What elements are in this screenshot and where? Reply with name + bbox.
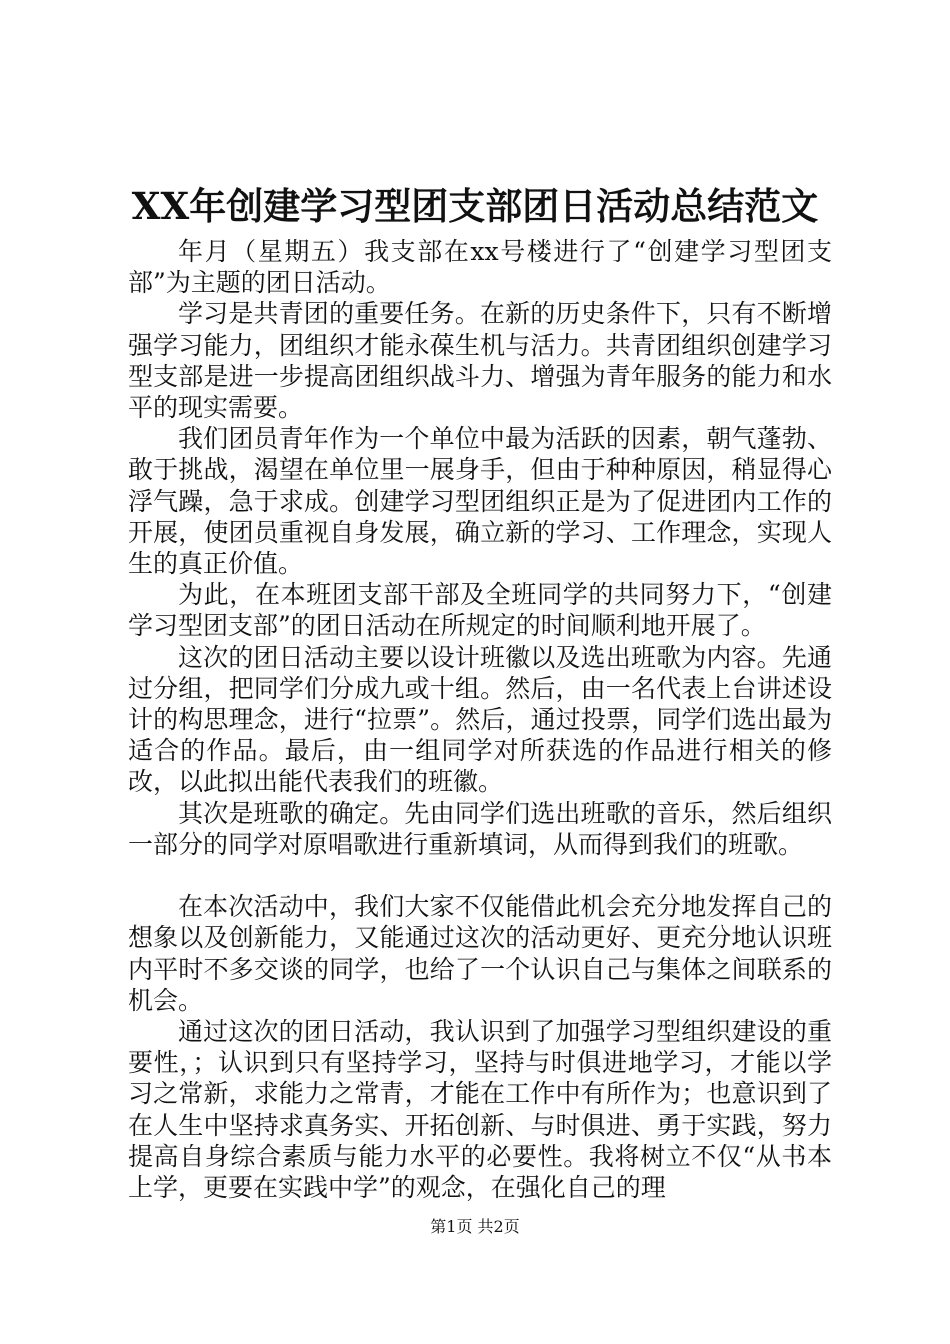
paragraph-1: 年月（星期五）我支部在xx号楼进行了“创建学习型团支部”为主题的团日活动。	[128, 237, 832, 298]
paragraph-6: 其次是班歌的确定。先由同学们选出班歌的音乐，然后组织一部分的同学对原唱歌进行重新填词，从而得到我们的班歌。	[128, 798, 832, 859]
page-footer: 第1页 共2页	[430, 1217, 520, 1236]
paragraph-3: 我们团员青年作为一个单位中最为活跃的因素，朝气蓬勃、敢于挑战，渴望在单位里一展身手，但由于种种原因，稍显得心浮气躁，急于求成。创建学习型团组织正是为了促进团内工作的开展，使团员重视自身发展，确立新的学习、工作理念，实现人生的真正价值。	[128, 424, 832, 579]
paragraph-5: 这次的团日活动主要以设计班徽以及选出班歌为内容。先通过分组，把同学们分成九或十组。然后，由一名代表上台讲述设计的构思理念，进行“拉票”。然后，通过投票，同学们选出最为适合的作品。最后，由一组同学对所获选的作品进行相关的修改，以此拟出能代表我们的班徽。	[128, 642, 832, 797]
paragraph-2: 学习是共青团的重要任务。在新的历史条件下，只有不断增强学习能力，团组织才能永葆生机与活力。共青团组织创建学习型支部是进一步提高团组织战斗力、增强为青年服务的能力和水平的现实需要。	[128, 299, 832, 423]
paragraph-7: 在本次活动中，我们大家不仅能借此机会充分地发挥自己的想象以及创新能力，又能通过这次的活动更好、更充分地认识班内平时不多交谈的同学，也给了一个认识自己与集体之间联系的机会。	[128, 892, 832, 1015]
document-body	[128, 236, 832, 1203]
paragraph-gap	[128, 860, 832, 891]
paragraph-4: 为此，在本班团支部干部及全班同学的共同努力下，“创建学习型团支部”的团日活动在所规定的时间顺利地开展了。	[128, 580, 832, 641]
document-title: XX年创建学习型团支部团日活动总结范文	[131, 184, 819, 228]
paragraph-8: 通过这次的团日活动，我认识到了加强学习型组织建设的重要性，；认识到只有坚持学习，坚持与时俱进地学习，才能以学习之常新，求能力之常青，才能在工作中有所作为；也意识到了在人生中坚持求真务实、开拓创新、与时俱进、勇于实践，努力提高自身综合素质与能力水平的必要性。我将树立不仅“从书本上学，更要在实践中学”的观念，在强化自己的理	[128, 1017, 832, 1203]
